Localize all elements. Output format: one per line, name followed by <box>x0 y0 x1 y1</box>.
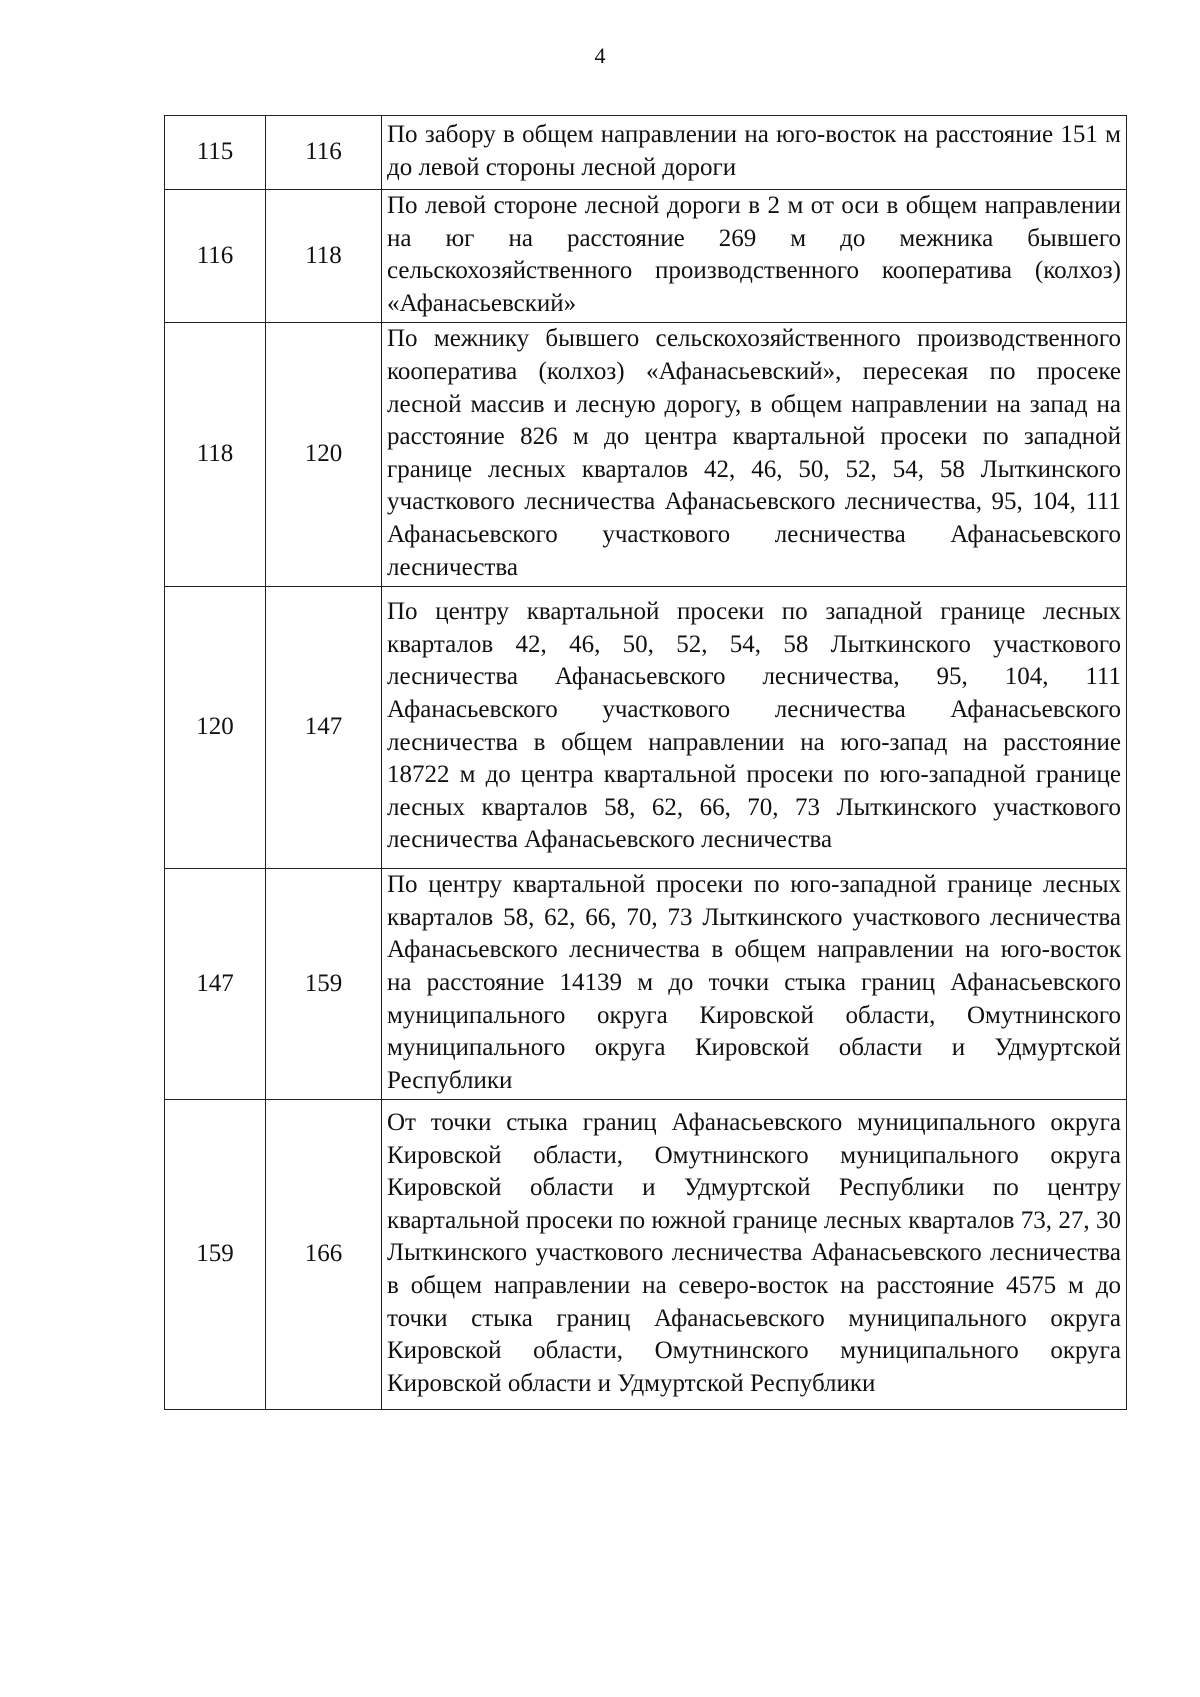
end-point-number: 147 <box>304 713 343 741</box>
page-number: 4 <box>594 43 606 68</box>
start-point-cell <box>165 190 266 323</box>
start-point-cell <box>165 587 266 869</box>
end-point-number: 116 <box>305 138 342 166</box>
table-row <box>165 1100 1127 1410</box>
boundary-description-cell <box>382 1100 1127 1410</box>
start-point-number: 159 <box>196 1240 234 1268</box>
boundary-description-text: По межнику бывшего сельскохозяйственного производственного кооператива (колхоз) «Афанасьевский», пересекая по просеке лесной массив и лесную дорогу, в общем направлении на запад на расстояние 826 м до центра квартальной просеки по западной границе лесных кварталов 42, 46, 50, 52, 54, 58 Лыткинского участкового лесничества Афанасьевского лесничества, 95, 104, 111 Афанасьевского участкового лесничества Афанасьевского лесничества <box>387 325 1121 581</box>
start-point-number: 116 <box>196 241 234 269</box>
boundary-description-text: От точки стыка границ Афанасьевского муниципального округа Кировской области, Омутнинского муниципального округа Кировской области и Удмуртской Республики по центру квартальной просеки по южной границе лесных кварталов 73, 27, 30 Лыткинского участкового лесничества Афанасьевского лесничества в общем направлении на северо-восток на расстояние 4575 м до точки стыка границ Афанасьевского муниципального округа Кировской области, Омутнинского муниципального округа Кировской области и Удмуртской Республики <box>387 1109 1121 1397</box>
table-row <box>165 323 1127 587</box>
boundary-description-text: По центру квартальной просеки по западной границе лесных кварталов 42, 46, 50, 52, 54, 58 Лыткинского участкового лесничества Афанасьевского лесничества, 95, 104, 111 Афанасьевского участкового лесничества Афанасьевского лесничества в общем направлении на юго-запад на расстояние 18722 м до центра квартальной просеки по юго-западной границе лесных кварталов 58, 62, 66, 70, 73 Лыткинского участкового лесничества Афанасьевского лесничества <box>387 598 1121 854</box>
start-point-cell <box>165 869 266 1100</box>
end-point-cell <box>266 587 382 869</box>
start-point-cell <box>165 323 266 587</box>
boundary-description-cell <box>382 190 1127 323</box>
start-point-cell <box>165 116 266 190</box>
end-point-number: 120 <box>304 440 343 468</box>
boundary-description-text: По левой стороне лесной дороги в 2 м от оси в общем направлении на юг на расстояние 269 м до межника бывшего сельскохозяйственного производственного кооператива (колхоз) «Афанасьевский» <box>387 192 1121 317</box>
boundary-description-text: По забору в общем направлении на юго-восток на расстояние 151 м до левой стороны лесной дороги <box>387 120 1121 181</box>
boundary-description-cell <box>382 869 1127 1100</box>
table-row <box>165 869 1127 1100</box>
end-point-number: 159 <box>304 969 343 997</box>
table-row <box>165 116 1127 190</box>
start-point-number: 147 <box>196 969 234 997</box>
boundary-description-text: По центру квартальной просеки по юго-западной границе лесных кварталов 58, 62, 66, 70, 73 Лыткинского участкового лесничества Афанасьевского лесничества в общем направлении на юго-восток на расстояние 14139 м до точки стыка границ Афанасьевского муниципального округа Кировской области, Омутнинского муниципального округа Кировской области и Удмуртской Республики <box>387 871 1121 1094</box>
boundary-description-cell <box>382 323 1127 587</box>
start-point-number: 115 <box>196 138 234 166</box>
end-point-number: 118 <box>305 241 342 269</box>
table-row <box>165 587 1127 869</box>
end-point-number: 166 <box>304 1240 343 1268</box>
start-point-number: 118 <box>196 440 234 468</box>
end-point-cell <box>266 1100 382 1410</box>
table-body <box>165 116 1127 1410</box>
end-point-cell <box>266 869 382 1100</box>
table-row <box>165 190 1127 323</box>
boundary-description-table <box>164 115 1127 1410</box>
boundary-description-cell <box>382 587 1127 869</box>
end-point-cell <box>266 116 382 190</box>
boundary-description-cell <box>382 116 1127 190</box>
end-point-cell <box>266 190 382 323</box>
end-point-cell <box>266 323 382 587</box>
start-point-cell <box>165 1100 266 1410</box>
start-point-number: 120 <box>196 713 234 741</box>
